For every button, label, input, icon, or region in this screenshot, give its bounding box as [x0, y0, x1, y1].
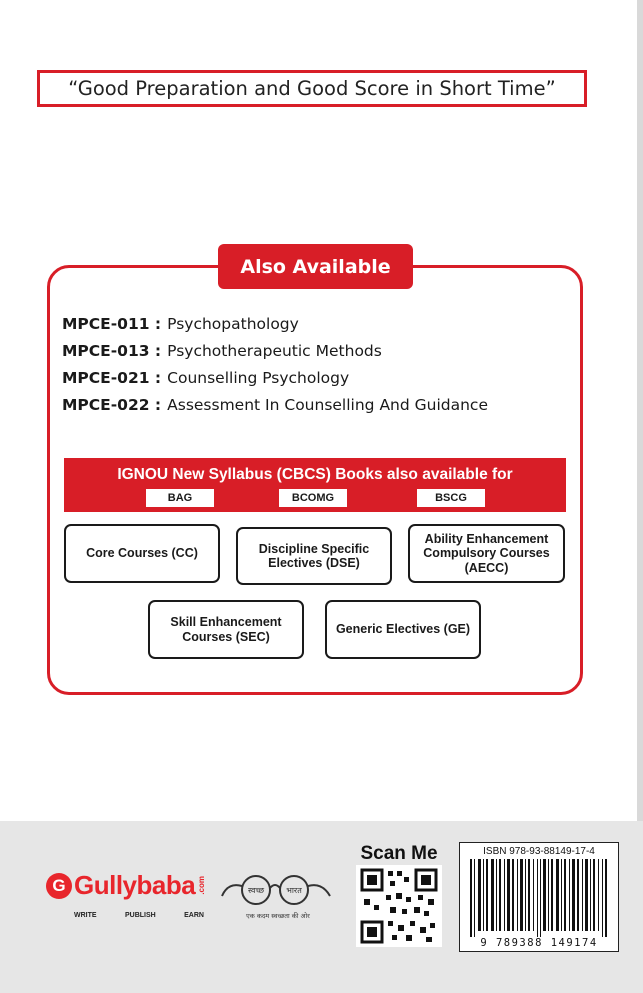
barcode-icon [468, 859, 610, 937]
course-code: MPCE-013 : [62, 341, 162, 360]
course-item [62, 337, 488, 364]
qr-code-icon [356, 865, 442, 947]
program-tag-bcomg: BCOMG [279, 489, 347, 507]
cbcs-title: IGNOU New Syllabus (CBCS) Books also available for [117, 466, 513, 483]
gullybaba-logo [46, 870, 206, 901]
course-name: Assessment In Counselling And Guidance [167, 395, 488, 414]
swachh-caption: एक कदम स्वच्छता की ओर [246, 912, 310, 920]
slogan-banner: “Good Preparation and Good Score in Short Time” [37, 70, 587, 107]
ean-number: 9 789388 149174 [480, 937, 598, 949]
category-aecc: Ability Enhancement Compulsory Courses (AECC) [408, 524, 565, 583]
course-code: MPCE-022 : [62, 395, 162, 414]
program-tag-bscg: BSCG [417, 489, 485, 507]
course-item [62, 364, 488, 391]
isbn-number: ISBN 978-93-88149-17-4 [483, 846, 595, 857]
also-available-title: Also Available [218, 244, 413, 289]
course-name: Psychotherapeutic Methods [167, 341, 382, 360]
course-item [62, 391, 488, 418]
category-core-courses: Core Courses (CC) [64, 524, 220, 583]
course-list [62, 310, 488, 418]
tagline-publish: PUBLISH [124, 912, 156, 919]
course-code: MPCE-011 : [62, 314, 162, 333]
category-dse: Discipline Specific Electives (DSE) [236, 527, 392, 585]
category-ge: Generic Electives (GE) [325, 600, 481, 659]
course-name: Psychopathology [167, 314, 299, 333]
swachh-right-word: भारत [286, 886, 302, 895]
course-item [62, 310, 488, 337]
course-name: Counselling Psychology [167, 368, 350, 387]
logo-g-icon: G [46, 873, 72, 899]
qr-code [356, 865, 442, 947]
isbn-barcode-panel [459, 842, 619, 952]
tagline-write: WRITE [74, 912, 97, 919]
category-sec: Skill Enhancement Courses (SEC) [148, 600, 304, 659]
swachh-bharat-logo [218, 866, 342, 926]
swachh-left-word: स्वच्छ [247, 886, 265, 895]
logo-wordmark: Gullybaba [74, 870, 196, 900]
logo-suffix: .com [197, 876, 207, 895]
tagline-earn: EARN [184, 912, 204, 919]
scan-me-label: Scan Me [360, 843, 438, 864]
logo-tagline [74, 912, 204, 919]
course-code: MPCE-021 : [62, 368, 162, 387]
program-tag-bag: BAG [146, 489, 214, 507]
cbcs-banner [64, 458, 566, 512]
